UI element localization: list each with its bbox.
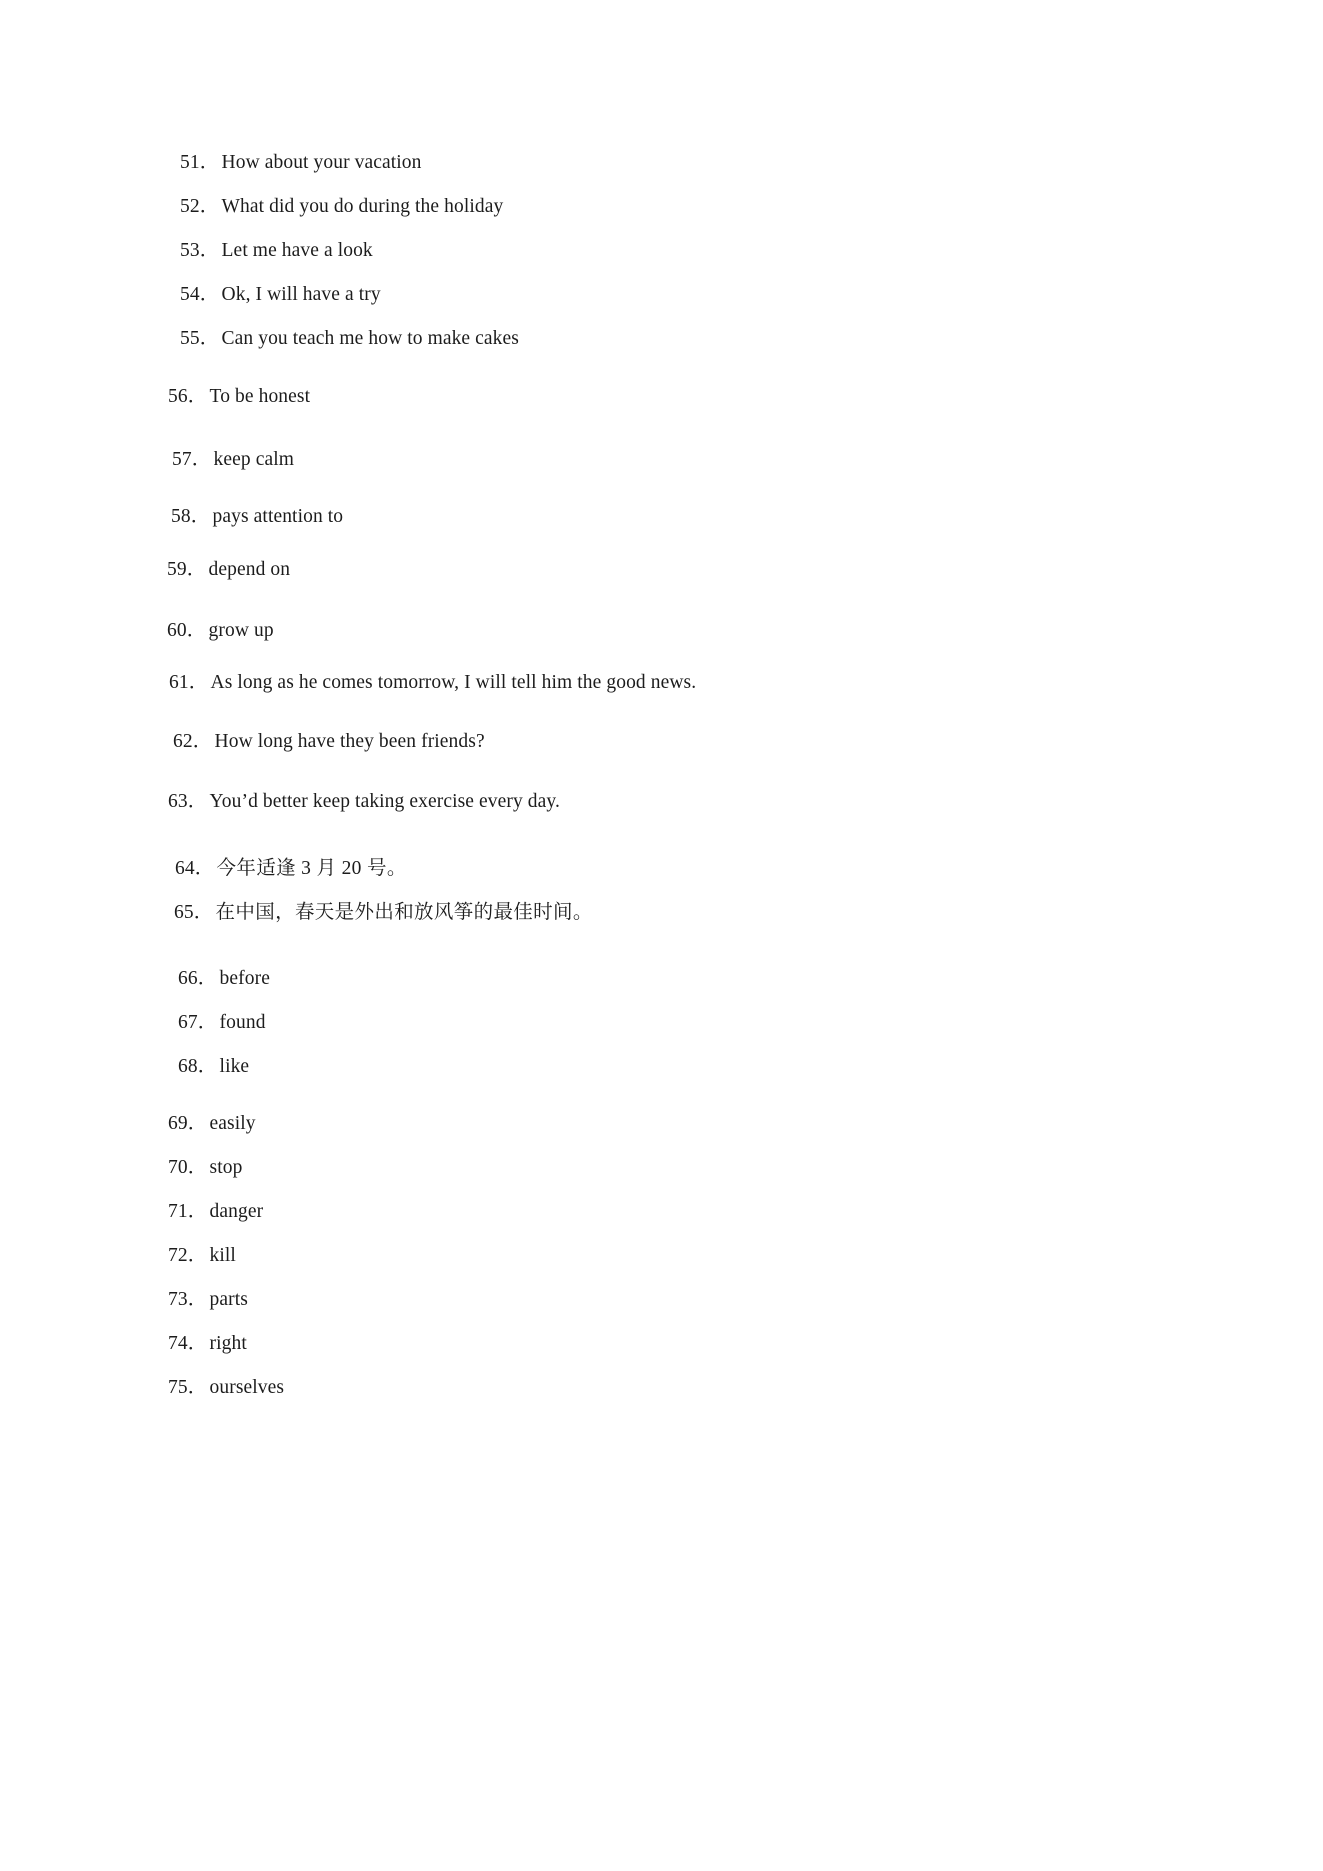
answer-number-separator: ．	[187, 1157, 204, 1178]
answer-number-separator: ．	[187, 1245, 204, 1266]
answer-number: 55	[180, 328, 200, 349]
answer-number: 67	[178, 1012, 198, 1033]
answer-number-separator: ．	[186, 559, 203, 580]
answer-item	[168, 387, 310, 407]
answer-text: How about your vacation	[221, 152, 422, 173]
answer-number-separator: ．	[192, 731, 209, 752]
answer-number-separator: ．	[190, 506, 207, 527]
answer-number: 59	[167, 559, 187, 580]
answer-text: As long as he comes tomorrow, I will tell him the good news.	[210, 672, 697, 693]
answer-number: 57	[172, 449, 192, 470]
answer-number-separator: ．	[191, 449, 208, 470]
answer-number: 75	[168, 1377, 188, 1398]
answer-number: 53	[180, 240, 200, 261]
answer-number-separator: ．	[194, 858, 211, 879]
answer-number-separator: ．	[193, 902, 210, 923]
answer-number: 54	[180, 284, 200, 305]
answer-text: What did you do during the holiday	[221, 196, 504, 217]
answer-text: How long have they been friends?	[214, 731, 485, 752]
answer-text: ourselves	[209, 1377, 285, 1398]
answer-item	[175, 859, 407, 879]
answer-item	[174, 903, 593, 923]
answer-item	[168, 1378, 284, 1398]
answer-text: Can you teach me how to make cakes	[221, 328, 519, 349]
answer-item	[178, 1013, 266, 1033]
answer-item	[168, 1114, 256, 1134]
answer-item	[168, 1158, 242, 1178]
answer-number: 52	[180, 196, 200, 217]
answer-number-separator: ．	[187, 1333, 204, 1354]
answer-number-separator: ．	[186, 620, 203, 641]
answer-item	[180, 241, 373, 261]
answer-text: 在中国，春天是外出和放风筝的最佳时间。	[215, 902, 593, 923]
answer-item	[180, 153, 422, 173]
answer-item	[171, 507, 343, 527]
answer-item	[168, 1290, 248, 1310]
answer-number: 60	[167, 620, 187, 641]
answer-number-separator: ．	[197, 968, 214, 989]
answer-number: 58	[171, 506, 191, 527]
answer-number-separator: ．	[188, 672, 205, 693]
answer-number-separator: ．	[199, 152, 216, 173]
answer-number: 70	[168, 1157, 188, 1178]
answer-text: Ok, I will have a try	[221, 284, 381, 305]
answer-number-separator: ．	[199, 284, 216, 305]
answer-text: easily	[209, 1113, 256, 1134]
answer-number: 63	[168, 791, 188, 812]
answer-number-separator: ．	[197, 1012, 214, 1033]
answer-item	[178, 969, 270, 989]
answer-number-separator: ．	[187, 1113, 204, 1134]
answer-item	[167, 621, 274, 641]
answer-text: found	[219, 1012, 266, 1033]
answer-number: 73	[168, 1289, 188, 1310]
answer-text: 今年适逢 3 月 20 号。	[216, 858, 407, 879]
answer-text: parts	[209, 1289, 248, 1310]
answer-number: 74	[168, 1333, 188, 1354]
answer-text: To be honest	[209, 386, 311, 407]
answer-number-separator: ．	[187, 1289, 204, 1310]
answer-number: 66	[178, 968, 198, 989]
answer-item	[180, 329, 519, 349]
answer-item	[167, 560, 290, 580]
answer-text: grow up	[208, 620, 274, 641]
answer-item	[180, 285, 381, 305]
answer-number-separator: ．	[187, 1377, 204, 1398]
answer-item	[169, 673, 696, 693]
answer-number-separator: ．	[187, 791, 204, 812]
answer-number: 61	[169, 672, 189, 693]
answer-item	[168, 1246, 236, 1266]
answer-text: danger	[209, 1201, 264, 1222]
answer-item	[168, 1202, 263, 1222]
answer-item	[173, 732, 485, 752]
answer-number-separator: ．	[187, 1201, 204, 1222]
answer-text: like	[219, 1056, 250, 1077]
answer-number: 64	[175, 858, 195, 879]
answer-item	[172, 450, 294, 470]
answer-text: keep calm	[213, 449, 295, 470]
answer-number: 56	[168, 386, 188, 407]
answer-number-separator: ．	[199, 240, 216, 261]
answer-number-separator: ．	[199, 328, 216, 349]
answer-number-separator: ．	[187, 386, 204, 407]
answer-text: kill	[209, 1245, 236, 1266]
answer-number: 65	[174, 902, 194, 923]
answer-item	[178, 1057, 249, 1077]
answer-text: before	[219, 968, 270, 989]
answer-item	[168, 792, 560, 812]
answer-text: depend on	[208, 559, 291, 580]
answer-item	[168, 1334, 247, 1354]
answer-number: 71	[168, 1201, 188, 1222]
answer-number: 72	[168, 1245, 188, 1266]
answer-number-separator: ．	[199, 196, 216, 217]
answer-number: 51	[180, 152, 200, 173]
answer-number-separator: ．	[197, 1056, 214, 1077]
answer-number: 68	[178, 1056, 198, 1077]
answer-text: right	[209, 1333, 247, 1354]
answer-item	[180, 197, 503, 217]
answer-text: stop	[209, 1157, 243, 1178]
answer-text: Let me have a look	[221, 240, 373, 261]
answer-text: pays attention to	[212, 506, 344, 527]
answer-text: You’d better keep taking exercise every day.	[209, 791, 560, 812]
answer-number: 69	[168, 1113, 188, 1134]
answer-number: 62	[173, 731, 193, 752]
